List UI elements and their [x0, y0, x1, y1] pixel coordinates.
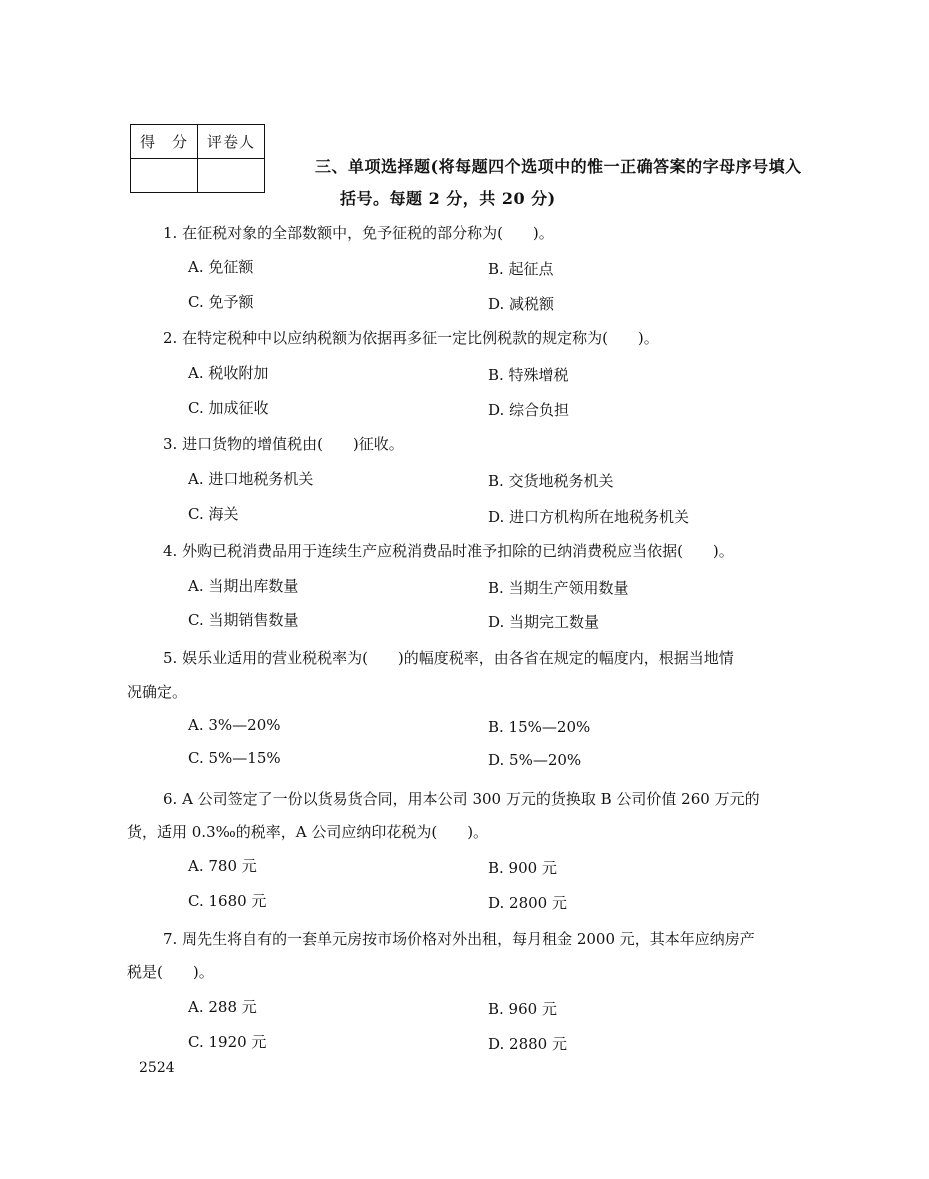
score-table: [130, 124, 265, 193]
question-3-option-a: A. 进口地税务机关: [188, 470, 314, 488]
question-6-stem-line2: 货，适用 0.3‰的税率，A 公司应纳印花税为( )。: [127, 823, 489, 841]
question-7-option-b: B. 960 元: [488, 1000, 557, 1018]
question-2-stem: 2. 在特定税种中以应纳税额为依据再多征一定比例税款的规定称为( )。: [163, 329, 659, 347]
question-5-stem-line2: 况确定。: [127, 683, 188, 701]
question-6-option-d: D. 2800 元: [488, 894, 567, 912]
question-1-option-d: D. 减税额: [488, 295, 555, 313]
question-4-option-c: C. 当期销售数量: [188, 611, 299, 629]
question-6-stem-line1: 6. A 公司签定了一份以货易货合同，用本公司 300 万元的货换取 B 公司价值 260 万元的: [163, 790, 760, 808]
question-5-option-c: C. 5%—15%: [188, 749, 281, 767]
score-label: 得 分: [131, 125, 198, 159]
question-7-stem-line1: 7. 周先生将自有的一套单元房按市场价格对外出租，每月租金 2000 元，其本年应纳房产: [163, 930, 755, 948]
score-cell: [131, 159, 198, 193]
question-1-stem: 1. 在征税对象的全部数额中，免予征税的部分称为( )。: [163, 224, 554, 242]
question-4-option-a: A. 当期出库数量: [188, 577, 299, 595]
page-number: 2524: [139, 1060, 175, 1076]
question-4-option-b: B. 当期生产领用数量: [488, 579, 629, 597]
question-7-option-a: A. 288 元: [188, 998, 257, 1016]
question-2-option-c: C. 加成征收: [188, 399, 269, 417]
question-5-option-a: A. 3%—20%: [188, 716, 281, 734]
question-5-option-b: B. 15%—20%: [488, 718, 591, 736]
question-6-option-b: B. 900 元: [488, 859, 557, 877]
question-1-option-b: B. 起征点: [488, 260, 554, 278]
question-4-stem: 4. 外购已税消费品用于连续生产应税消费品时准予扣除的已纳消费税应当依据( )。: [163, 542, 734, 560]
question-5-stem-line1: 5. 娱乐业适用的营业税税率为( )的幅度税率，由各省在规定的幅度内，根据当地情: [163, 649, 734, 667]
section-title-line2: 括号。每题 2 分，共 20 分): [340, 189, 556, 208]
question-7-stem-line2: 税是( )。: [127, 963, 214, 981]
question-3-option-d: D. 进口方机构所在地税务机关: [488, 508, 690, 526]
section-title-line1: 三、单项选择题(将每题四个选项中的惟一正确答案的字母序号填入: [315, 157, 802, 176]
question-2-option-b: B. 特殊增税: [488, 366, 569, 384]
question-2-option-d: D. 综合负担: [488, 401, 570, 419]
question-5-option-d: D. 5%—20%: [488, 751, 582, 769]
grader-cell: [198, 159, 265, 193]
question-7-option-d: D. 2880 元: [488, 1035, 567, 1053]
question-6-option-c: C. 1680 元: [188, 892, 267, 910]
question-2-option-a: A. 税收附加: [188, 364, 269, 382]
question-1-option-c: C. 免予额: [188, 293, 254, 311]
question-4-option-d: D. 当期完工数量: [488, 613, 600, 631]
question-6-option-a: A. 780 元: [188, 857, 257, 875]
question-3-option-c: C. 海关: [188, 505, 239, 523]
question-3-stem: 3. 进口货物的增值税由( )征收。: [163, 435, 404, 453]
grader-label: 评卷人: [198, 125, 265, 159]
question-3-option-b: B. 交货地税务机关: [488, 472, 614, 490]
question-7-option-c: C. 1920 元: [188, 1033, 267, 1051]
question-1-option-a: A. 免征额: [188, 258, 254, 276]
